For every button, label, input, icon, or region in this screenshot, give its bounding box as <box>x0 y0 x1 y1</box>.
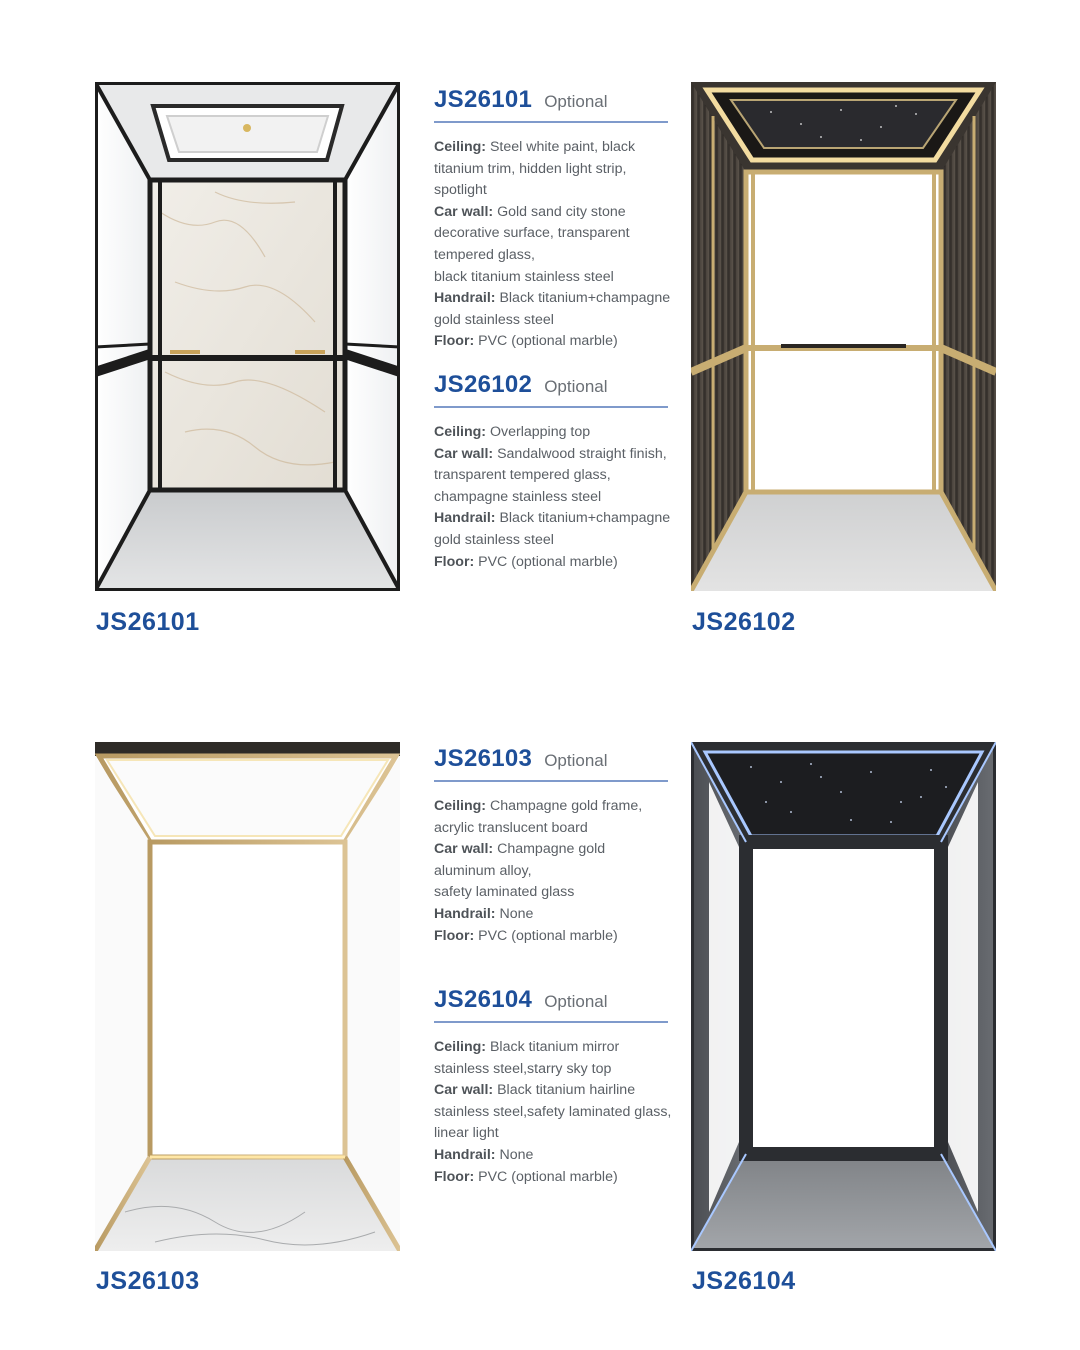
spec-line <box>434 508 694 530</box>
spec-heading <box>434 745 694 780</box>
spec-value: Champagne gold frame, <box>486 798 643 814</box>
spec-value: None <box>495 1146 534 1163</box>
spec-line <box>434 1080 694 1102</box>
spec-line <box>434 180 694 202</box>
spec-line <box>434 159 694 181</box>
elevator-image-js26102 <box>691 82 996 591</box>
spec-line <box>434 818 694 840</box>
spec-key: Ceiling: <box>434 1039 487 1055</box>
spec-list <box>434 137 694 353</box>
spec-key: Ceiling: <box>434 139 487 155</box>
spec-line <box>434 223 694 245</box>
spec-line <box>434 444 694 466</box>
spec-line <box>434 796 694 818</box>
spec-key: Ceiling: <box>434 798 487 814</box>
spec-line <box>434 1167 694 1189</box>
spec-value: gold stainless steel <box>434 531 554 548</box>
spec-value: PVC (optional marble) <box>474 927 618 944</box>
spec-value: tempered glass, <box>434 246 535 263</box>
spec-list <box>434 1037 694 1188</box>
divider-rule <box>434 780 668 782</box>
spec-value: Black titanium+champagne <box>495 290 671 307</box>
spec-line <box>434 465 694 487</box>
divider-rule <box>434 1021 668 1023</box>
spec-key: Handrail: <box>434 510 496 527</box>
optional-label: Optional <box>544 377 608 396</box>
spec-line <box>434 310 694 332</box>
spec-block-js26101 <box>434 86 694 353</box>
spec-line <box>434 1123 694 1145</box>
spec-key: Car wall: <box>434 841 494 858</box>
caption-js26103: JS26103 <box>96 1267 200 1295</box>
spec-value: aluminum alloy, <box>434 862 532 879</box>
spec-value: acrylic translucent board <box>434 819 588 836</box>
spec-line <box>434 861 694 883</box>
spec-value: stainless steel,safety laminated glass, <box>434 1103 672 1120</box>
spec-value: stainless steel,starry sky top <box>434 1060 612 1077</box>
spec-value: Overlapping top <box>486 424 591 440</box>
spec-key: Car wall: <box>434 445 494 462</box>
spec-line <box>434 331 694 353</box>
spec-value: Gold sand city stone <box>493 203 626 220</box>
spec-line <box>434 202 694 224</box>
spec-value: Black titanium mirror <box>486 1039 620 1055</box>
spec-heading <box>434 986 694 1021</box>
spec-value: decorative surface, transparent <box>434 225 630 242</box>
spec-line <box>434 267 694 289</box>
spec-line <box>434 904 694 926</box>
spec-value: PVC (optional marble) <box>474 553 618 570</box>
spec-line <box>434 530 694 552</box>
spec-value: Steel white paint, black <box>486 139 636 155</box>
spec-line <box>434 926 694 948</box>
caption-js26102: JS26102 <box>692 608 796 636</box>
spec-key: Floor: <box>434 553 475 570</box>
spec-line <box>434 839 694 861</box>
spec-key: Ceiling: <box>434 424 487 440</box>
spec-key: Floor: <box>434 333 475 350</box>
spec-key: Floor: <box>434 927 475 944</box>
spec-value: Black titanium hairline <box>493 1082 636 1099</box>
spec-value: safety laminated glass <box>434 884 575 901</box>
spec-key: Floor: <box>434 1168 475 1185</box>
spec-heading <box>434 371 694 406</box>
spec-line <box>434 1037 694 1059</box>
spec-value: PVC (optional marble) <box>474 1168 618 1185</box>
spec-line <box>434 1102 694 1124</box>
divider-rule <box>434 121 668 123</box>
model-code: JS26102 <box>434 371 533 398</box>
spec-heading <box>434 86 694 121</box>
spec-value: spotlight <box>434 182 487 199</box>
spec-value: Sandalwood straight finish, <box>493 445 667 462</box>
spec-key: Handrail: <box>434 290 496 307</box>
spec-line <box>434 1059 694 1081</box>
spec-line <box>434 245 694 267</box>
spec-value: gold stainless steel <box>434 311 554 328</box>
optional-label: Optional <box>544 92 608 111</box>
spec-value: linear light <box>434 1125 499 1142</box>
spec-line <box>434 1145 694 1167</box>
spec-line <box>434 288 694 310</box>
spec-key: Handrail: <box>434 905 496 922</box>
spec-value: Black titanium+champagne <box>495 510 671 527</box>
spec-line <box>434 487 694 509</box>
spec-key: Car wall: <box>434 203 494 220</box>
spec-list <box>434 796 694 947</box>
spec-line <box>434 882 694 904</box>
spec-block-js26104 <box>434 986 694 1188</box>
spec-value: PVC (optional marble) <box>474 333 618 350</box>
elevator-image-js26103 <box>95 742 400 1251</box>
spec-value: champagne stainless steel <box>434 488 602 505</box>
elevator-image-js26101 <box>95 82 400 591</box>
spec-value: transparent tempered glass, <box>434 467 611 484</box>
spec-value: titanium trim, hidden light strip, <box>434 160 627 177</box>
divider-rule <box>434 406 668 408</box>
spec-key: Car wall: <box>434 1082 494 1099</box>
spec-list <box>434 422 694 573</box>
spec-block-js26102 <box>434 371 694 573</box>
spec-value: None <box>495 905 534 922</box>
spec-line <box>434 137 694 159</box>
optional-label: Optional <box>544 992 608 1011</box>
spec-block-js26103 <box>434 745 694 947</box>
elevator-image-js26104 <box>691 742 996 1251</box>
caption-js26104: JS26104 <box>692 1267 796 1295</box>
spec-line <box>434 422 694 444</box>
model-code: JS26103 <box>434 745 533 772</box>
spec-key: Handrail: <box>434 1146 496 1163</box>
spec-value: Champagne gold <box>493 841 606 858</box>
caption-js26101: JS26101 <box>96 608 200 636</box>
spec-value: black titanium stainless steel <box>434 268 614 285</box>
spec-line <box>434 552 694 574</box>
model-code: JS26104 <box>434 986 533 1013</box>
model-code: JS26101 <box>434 86 533 113</box>
optional-label: Optional <box>544 751 608 770</box>
